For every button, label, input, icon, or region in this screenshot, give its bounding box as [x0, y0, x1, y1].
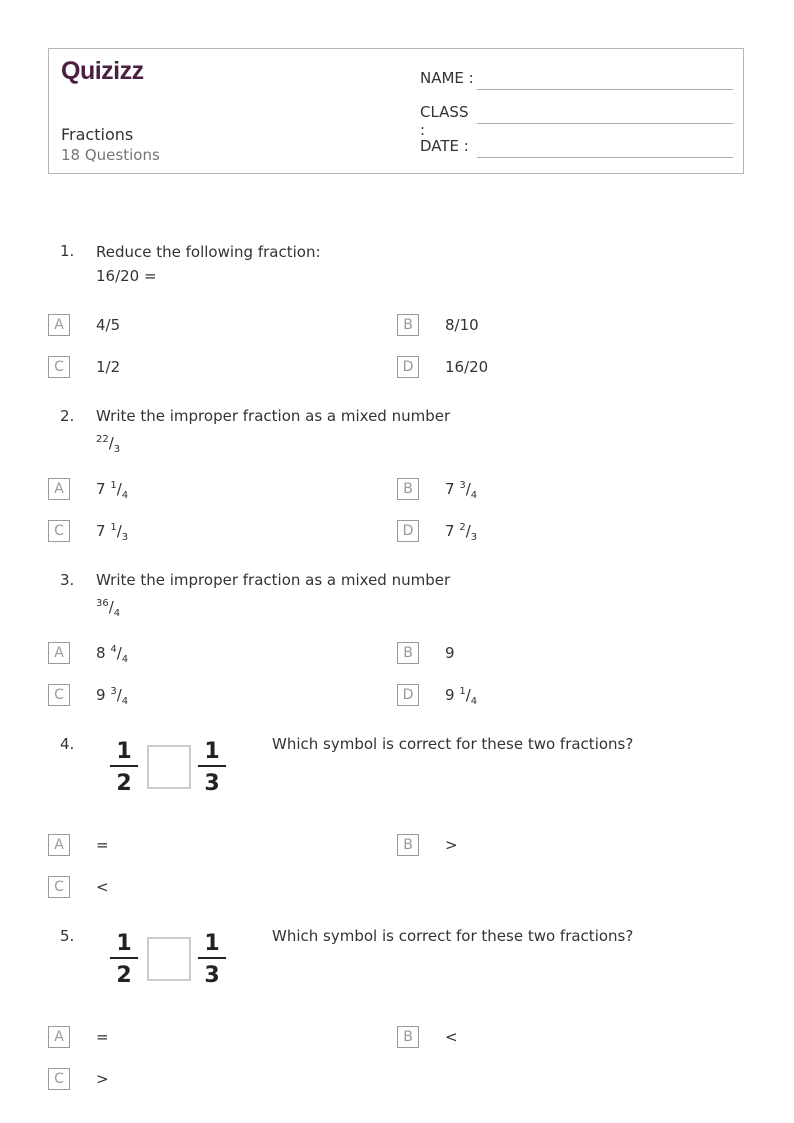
svg-text:2: 2 — [116, 963, 132, 988]
question-text: Which symbol is correct for these two fractions? — [272, 927, 634, 945]
option-text[interactable]: 7 $^2/_3$ — [445, 522, 478, 543]
fraction-comparison-image — [100, 728, 256, 806]
svg-text:3: 3 — [204, 963, 220, 988]
option-text[interactable]: 8/10 — [445, 316, 479, 334]
option-text[interactable]: 7 $^3/_4$ — [445, 480, 478, 501]
option-letter-box[interactable]: C — [48, 684, 70, 706]
option-text[interactable]: 9 $^3/_4$ — [96, 686, 129, 707]
svg-text:3: 3 — [204, 771, 220, 796]
option-letter-box[interactable]: B — [397, 1026, 419, 1048]
name-label: NAME : — [420, 69, 474, 87]
option-letter-box[interactable]: B — [397, 478, 419, 500]
improper-fraction: $^{36}/_4$ — [96, 598, 121, 619]
class-line[interactable] — [477, 123, 733, 124]
answer-blank-box — [148, 938, 190, 980]
option-text[interactable]: < — [96, 878, 109, 896]
option-text[interactable]: 1/2 — [96, 358, 121, 376]
option-letter-box[interactable]: D — [397, 356, 419, 378]
worksheet-title: Fractions — [61, 125, 134, 144]
improper-fraction: $^{22}/_3$ — [96, 434, 121, 455]
date-line[interactable] — [477, 157, 733, 158]
question-count: 18 Questions — [61, 146, 160, 164]
class-field — [420, 103, 476, 139]
option-letter-box[interactable]: C — [48, 520, 70, 542]
option-text[interactable]: = — [96, 836, 109, 854]
option-text[interactable]: 4/5 — [96, 316, 121, 334]
option-letter-box[interactable]: C — [48, 1068, 70, 1090]
svg-text:2: 2 — [116, 771, 132, 796]
option-text[interactable]: 8 $^4/_4$ — [96, 644, 129, 665]
option-letter-box[interactable]: A — [48, 314, 70, 336]
option-letter-box[interactable]: B — [397, 642, 419, 664]
question-text — [96, 568, 450, 626]
question-number: 4. — [60, 735, 75, 753]
question-line: Reduce the following fraction: — [96, 243, 321, 261]
svg-text:1: 1 — [116, 739, 132, 764]
question-text: Which symbol is correct for these two fractions? — [272, 735, 634, 753]
worksheet-header — [48, 48, 744, 174]
option-letter-box[interactable]: B — [397, 314, 419, 336]
date-field — [420, 137, 476, 155]
option-letter-box[interactable]: A — [48, 834, 70, 856]
option-text[interactable]: > — [96, 1070, 109, 1088]
question-line: Write the improper fraction as a mixed number — [96, 407, 451, 425]
option-text[interactable]: 16/20 — [445, 358, 489, 376]
name-line[interactable] — [477, 89, 733, 90]
fraction-comparison-image — [100, 920, 256, 998]
option-text[interactable]: = — [96, 1028, 109, 1046]
option-text[interactable]: < — [445, 1028, 458, 1046]
option-letter-box[interactable]: D — [397, 520, 419, 542]
question-number: 3. — [60, 571, 75, 589]
question-line: Write the improper fraction as a mixed number — [96, 571, 451, 589]
svg-text:1: 1 — [204, 739, 220, 764]
question-number: 5. — [60, 927, 75, 945]
question-text — [96, 240, 321, 288]
answer-blank-box — [148, 746, 190, 788]
question-number: 1. — [60, 242, 75, 260]
option-text[interactable]: 9 $^1/_4$ — [445, 686, 478, 707]
svg-text:1: 1 — [204, 931, 220, 956]
question-line: 16/20 = — [96, 267, 157, 285]
option-text[interactable]: 9 — [445, 644, 455, 662]
option-letter-box[interactable]: D — [397, 684, 419, 706]
option-text[interactable]: > — [445, 836, 458, 854]
quizizz-logo: Quizizz — [61, 57, 144, 85]
option-letter-box[interactable]: C — [48, 876, 70, 898]
option-text[interactable]: 7 $^1/_4$ — [96, 480, 129, 501]
class-label: CLASS : — [420, 103, 469, 139]
option-letter-box[interactable]: A — [48, 642, 70, 664]
question-text — [96, 404, 450, 462]
option-letter-box[interactable]: B — [397, 834, 419, 856]
option-text[interactable]: 7 $^1/_3$ — [96, 522, 129, 543]
option-letter-box[interactable]: A — [48, 478, 70, 500]
name-field — [420, 69, 476, 87]
date-label: DATE : — [420, 137, 469, 155]
option-letter-box[interactable]: C — [48, 356, 70, 378]
option-letter-box[interactable]: A — [48, 1026, 70, 1048]
question-number: 2. — [60, 407, 75, 425]
svg-text:1: 1 — [116, 931, 132, 956]
